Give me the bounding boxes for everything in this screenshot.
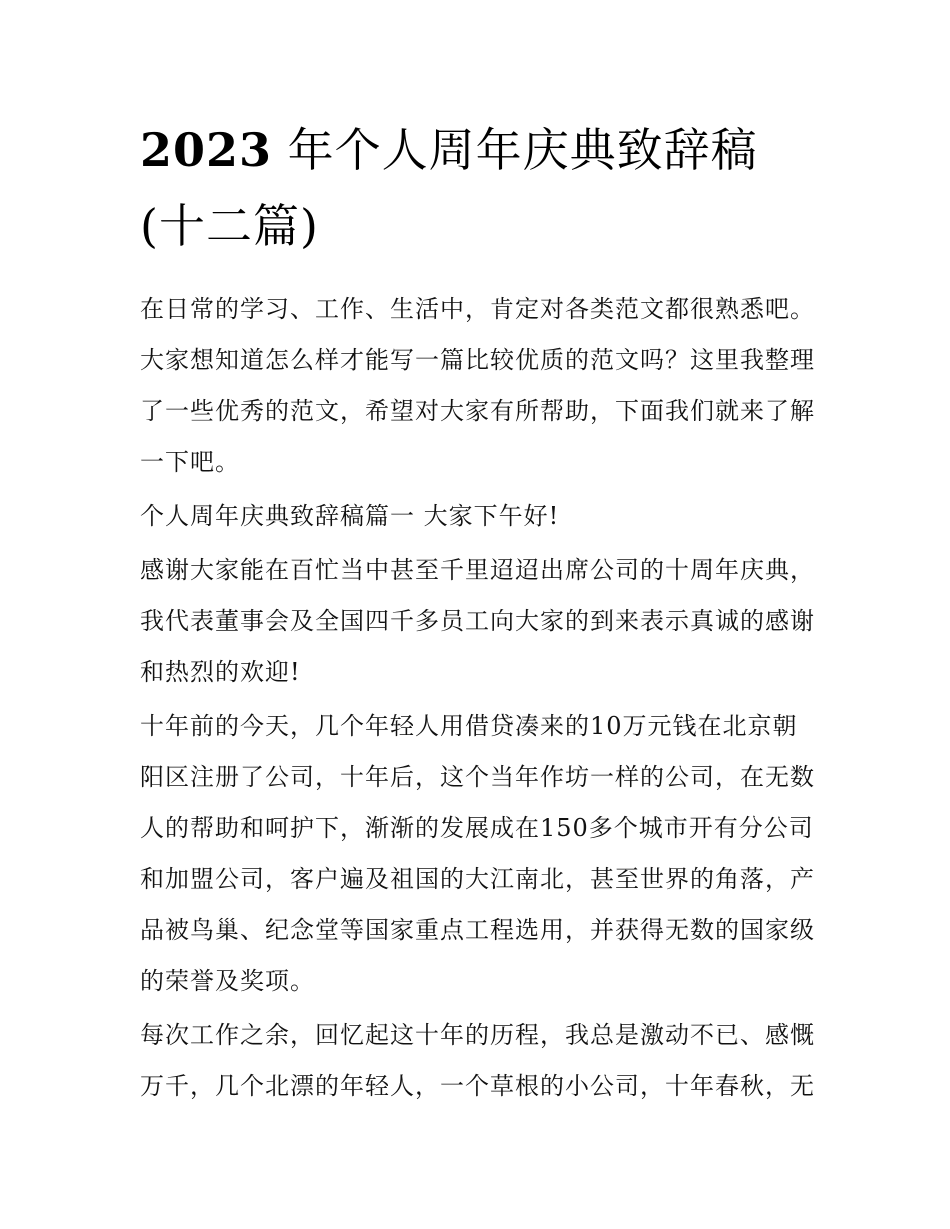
- intro-paragraph: 在日常的学习、工作、生活中，肯定对各类范文都很熟悉吧。大家想知道怎么样才能写一篇比较优质的范文吗？这里我整理了一些优秀的范文，希望对大家有所帮助，下面我们就来了解一下吧。: [140, 295, 815, 476]
- title-text: 年个人周年庆典致辞稿(十二篇): [140, 123, 758, 253]
- document-title: [140, 112, 816, 264]
- document-content: [140, 112, 816, 1115]
- body-paragraph: 十年前的今天，几个年轻人用借贷凑来的10万元钱在北京朝阳区注册了公司，十年后，这个当年作坊一样的公司，在无数人的帮助和呵护下，渐渐的发展成在150多个城市开有分公司和加盟公司，客户遍及祖国的大江南北，甚至世界的角落，产品被鸟巢、纪念堂等国家重点工程选用，并获得无数的国家级的荣誉及奖项。: [140, 712, 815, 995]
- document-body: [140, 284, 816, 1112]
- body-paragraph: 每次工作之余，回忆起这十年的历程，我总是激动不已、感慨万千，几个北漂的年轻人，一个草根的小公司，十年春秋，无: [140, 1021, 815, 1100]
- body-paragraph: 感谢大家能在百忙当中甚至千里迢迢出席公司的十周年庆典，我代表董事会及全国四千多员工向大家的到来表示真诚的感谢和热烈的欢迎!: [140, 556, 815, 686]
- section-heading-paragraph: 个人周年庆典致辞稿篇一 大家下午好!: [140, 502, 560, 530]
- title-year: 2023: [140, 123, 273, 177]
